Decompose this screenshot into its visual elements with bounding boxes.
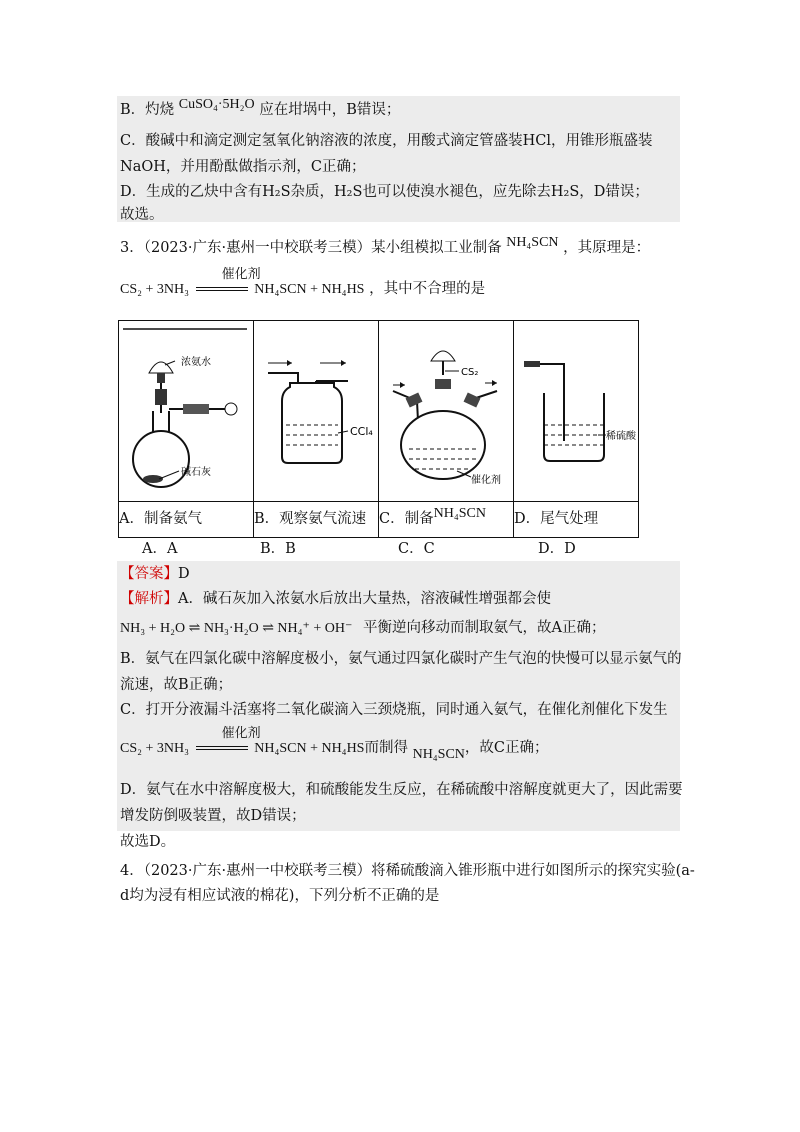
analysis-a-line: 【解析】A．碱石灰加入浓氨水后放出大量热，溶液碱性增强都会使: [120, 591, 551, 607]
apparatus-table: [118, 320, 639, 538]
svg-text:浓氨水: 浓氨水: [181, 357, 211, 368]
answer-line: [120, 564, 190, 584]
analysis-tag: 【解析】: [120, 591, 178, 607]
analysis-c-equation: CS₂ + 3NH₃ 催化剂 NH₄SCN + NH₄HS而制得 NH₄SCN，故C正确；: [120, 725, 549, 762]
analysis-d-line2: 增发防倒吸装置，故D错误；: [120, 808, 306, 824]
svg-text:CS₂: CS₂: [461, 367, 479, 378]
panel-c-caption: C．制备NH₄SCN: [379, 502, 514, 538]
panel-d-figure: [514, 321, 639, 502]
catalyst-label: 催化剂: [221, 266, 261, 281]
panel-b-caption: B．观察氨气流速: [254, 502, 379, 538]
option-b-line: B．灼烧 CuSO₄·5H₂O 应在坩埚中，B错误；: [120, 97, 401, 118]
question3-stem: 3．（2023·广东·惠州一中校联考三模）某小组模拟工业制备 NH₄SCN ，其原理是：: [120, 235, 651, 256]
answer-value: D: [178, 566, 190, 582]
analysis-c-line1: C．打开分液漏斗活塞将二氧化碳滴入三颈烧瓶，同时通入氨气，在催化剂催化下发生: [120, 702, 668, 718]
analysis-b-line1: B．氨气在四氯化碳中溶解度极小，氨气通过四氯化碳时产生气泡的快慢可以显示氨气的: [120, 651, 682, 667]
question4-line1: 4．（2023·广东·惠州一中校联考三模）将稀硫酸滴入锥形瓶中进行如图所示的探究实验(a-: [120, 863, 695, 879]
option-d-line: D．生成的乙炔中含有H₂S杂质，H₂S也可以使溴水褪色，应先除去H₂S，D错误；: [120, 184, 649, 200]
panel-c-figure: [379, 321, 514, 502]
catalyst-label: 催化剂: [221, 725, 261, 740]
conclusion-line: 故选。: [120, 207, 164, 223]
option-c-line2: NaOH，并用酚酞做指示剂，C正确；: [120, 159, 366, 175]
question3-equation: CS₂ + 3NH₃ 催化剂 NH₄SCN + NH₄HS ，其中不合理的是: [120, 266, 486, 297]
option-c: C．C: [398, 541, 435, 557]
option-c-line1: C．酸碱中和滴定测定氢氧化钠溶液的浓度，用酸式滴定管盛装HCl，用锥形瓶盛装: [120, 133, 653, 149]
panel-d-caption: D．尾气处理: [514, 502, 639, 538]
svg-text:CCl₄: CCl₄: [350, 425, 373, 438]
panel-b-figure: [254, 321, 379, 502]
ammonia-generator-diagram: [119, 321, 253, 497]
svg-text:碱石灰: 碱石灰: [181, 467, 211, 478]
three-neck-flask-diagram: [379, 321, 513, 497]
formula: CuSO₄·5H₂O: [178, 97, 255, 112]
analysis-d-line1: D．氨气在水中溶解度极大，和硫酸能发生反应，在稀硫酸中溶解度就更大了，因此需要: [120, 782, 683, 798]
svg-text:稀硫酸: 稀硫酸: [606, 431, 636, 442]
question4-line2: d均为浸有相应试液的棉花)，下列分析不正确的是: [120, 888, 440, 904]
panel-a-figure: [119, 321, 254, 502]
analysis-a-equation: NH₃ + H₂O ⇌ NH₃·H₂O ⇌ NH₄⁺ + OH⁻ 平衡逆向移动而制取氨气，故A正确；: [120, 620, 606, 636]
analysis-conclusion: 故选D。: [120, 834, 176, 850]
product-formula: NH₄SCN: [506, 235, 559, 250]
option-d: D．D: [538, 541, 576, 557]
analysis-b-line2: 流速，故B正确；: [120, 677, 233, 693]
answer-tag: 【答案】: [120, 566, 178, 582]
tail-gas-absorption-diagram: [514, 321, 638, 497]
gas-bubbler-diagram: [254, 321, 378, 497]
option-b: B．B: [260, 541, 296, 557]
option-a: A．A: [142, 541, 178, 557]
panel-a-caption: A．制备氨气: [119, 502, 254, 538]
svg-text:催化剂: 催化剂: [471, 475, 501, 486]
